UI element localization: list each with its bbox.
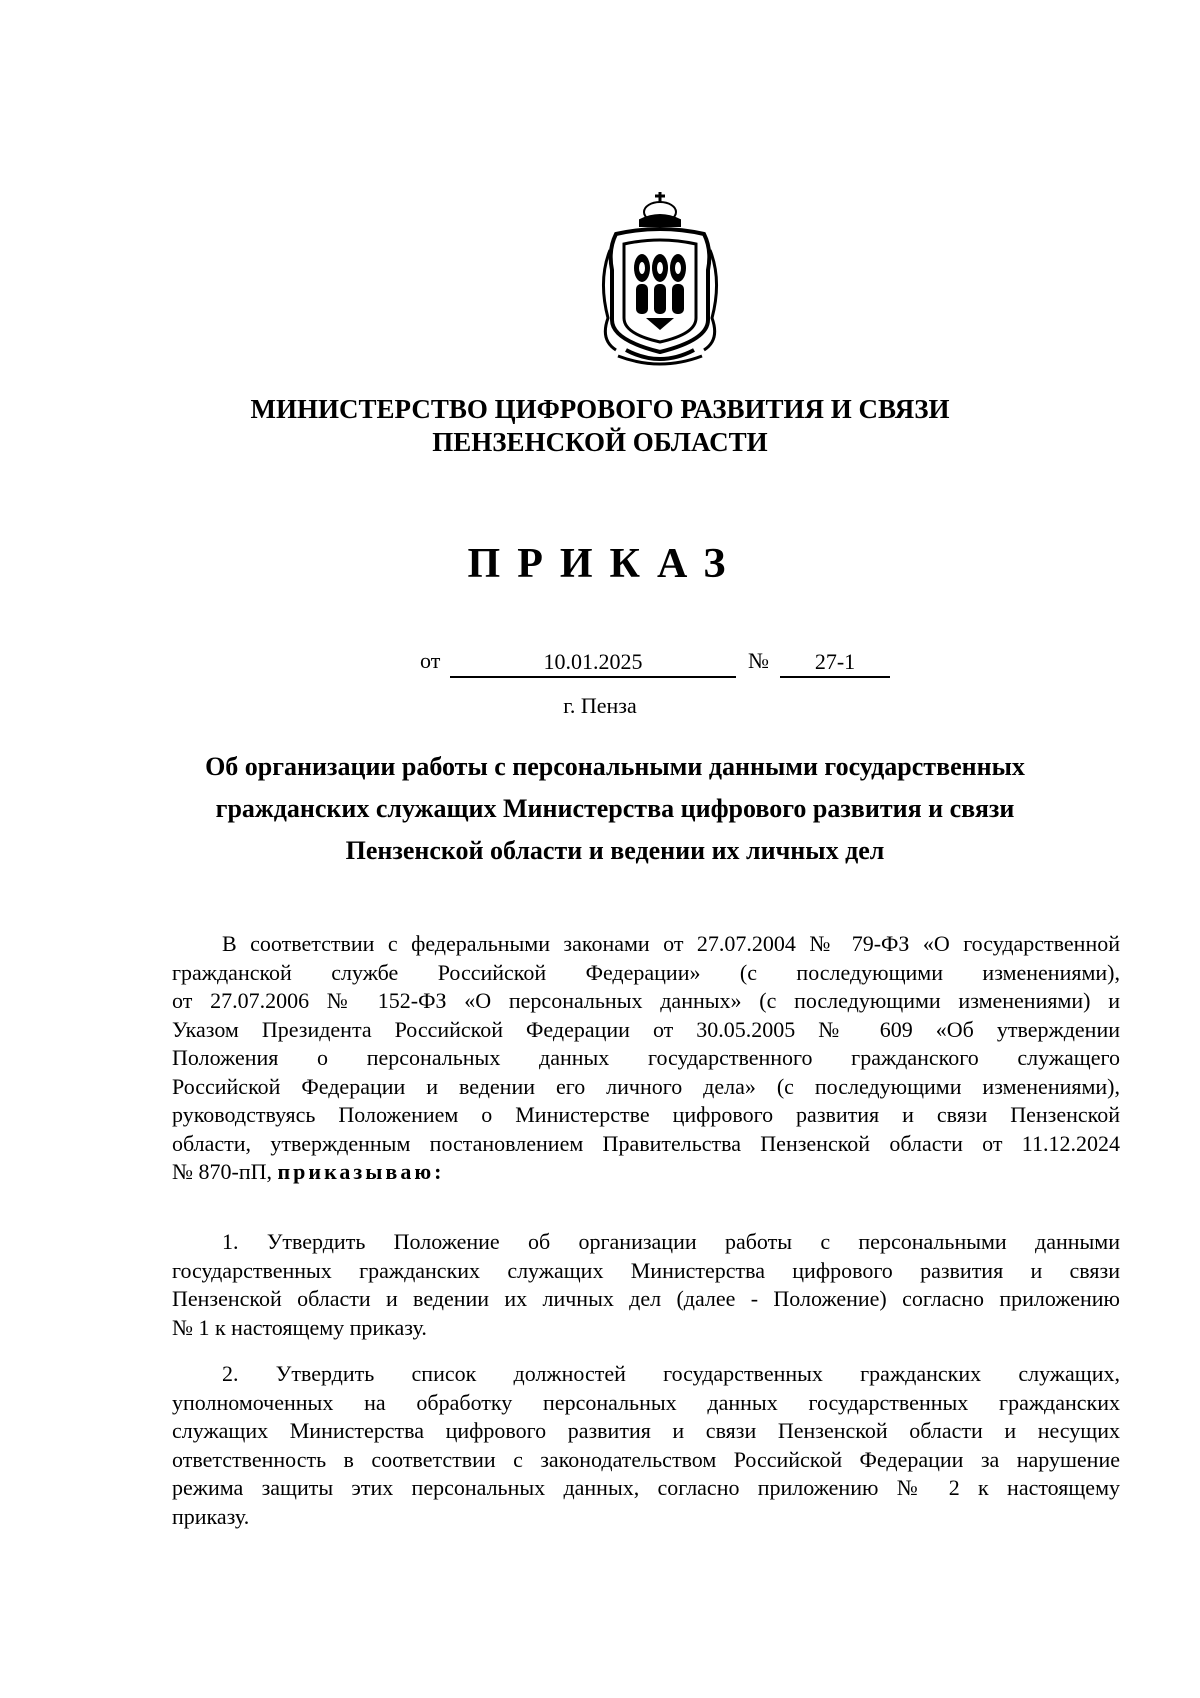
- paragraph-line: области, утвержденным постановлением Правительства Пензенской области от 11.12.2024: [172, 1130, 1120, 1156]
- order-item-2: [172, 1360, 1120, 1531]
- paragraph-line: Российской Федерации и ведении его личного дела» (с последующими изменениями),: [172, 1073, 1120, 1099]
- number-label: №: [748, 648, 769, 673]
- order-subject: [150, 746, 1080, 872]
- preamble-paragraph: [172, 930, 1120, 1187]
- order-word: приказываю:: [277, 1159, 445, 1184]
- paragraph-line: Пензенской области и ведении их личных дел (далее - Положение) согласно приложению: [172, 1286, 1120, 1311]
- paragraph-line: от 27.07.2006 № 152-ФЗ «О персональных данных» (с последующими изменениями) и: [172, 988, 1120, 1013]
- paragraph-line: [172, 1158, 1120, 1187]
- ministry-name-line: ПЕНЗЕНСКОЙ ОБЛАСТИ: [432, 427, 768, 457]
- paragraph-line: В соответствии с федеральными законами от 27.07.2004 № 79-ФЗ «О государственной: [222, 931, 1120, 956]
- ministry-name-line: МИНИСТЕРСТВО ЦИФРОВОГО РАЗВИТИЯ И СВЯЗИ: [250, 394, 950, 424]
- paragraph-line: ответственность в соответствии с законодательством Российской Федерации за нарушение: [172, 1446, 1120, 1472]
- paragraph-line: 1. Утвердить Положение об организации работы с персональными данными: [222, 1229, 1120, 1254]
- paragraph-line: Указом Президента Российской Федерации от 30.05.2005 № 609 «Об утверждении: [172, 1016, 1120, 1042]
- subject-line: Пензенской области и ведении их личных дел: [345, 836, 885, 865]
- subject-line: Об организации работы с персональными данными государственных: [205, 752, 1025, 781]
- paragraph-line: приказу.: [172, 1503, 250, 1529]
- paragraph-line: гражданской службе Российской Федерации» (с последующими изменениями),: [172, 959, 1120, 985]
- paragraph-line: государственных гражданских служащих Министерства цифрового развития и связи: [172, 1257, 1120, 1283]
- subject-line: гражданских служащих Министерства цифрового развития и связи: [215, 794, 1015, 823]
- paragraph-line: 2. Утвердить список должностей государственных гражданских служащих,: [222, 1361, 1120, 1386]
- paragraph-line: служащих Министерства цифрового развития и связи Пензенской области и несущих: [172, 1418, 1120, 1443]
- paragraph-line: руководствуясь Положением о Министерстве цифрового развития и связи Пензенской: [172, 1102, 1120, 1127]
- from-label: от: [420, 648, 441, 673]
- ministry-name: [0, 393, 1200, 459]
- paragraph-line: № 1 к настоящему приказу.: [172, 1314, 427, 1340]
- coat-of-arms-icon: [596, 190, 724, 370]
- paragraph-line: режима защиты этих персональных данных, согласно приложению № 2 к настоящему: [172, 1475, 1120, 1500]
- paragraph-line: уполномоченных на обработку персональных данных государственных гражданских: [172, 1389, 1120, 1415]
- order-number: 27-1: [780, 648, 890, 678]
- order-title: ПРИКАЗ: [467, 541, 743, 587]
- city: г. Пенза: [563, 693, 637, 718]
- paragraph-line: Положения о персональных данных государственного гражданского служащего: [172, 1045, 1120, 1070]
- order-item-1: [172, 1228, 1120, 1342]
- order-date-number-row: [0, 648, 1200, 682]
- order-date: 10.01.2025: [450, 648, 736, 678]
- law-reference: № 870-пП,: [172, 1159, 278, 1184]
